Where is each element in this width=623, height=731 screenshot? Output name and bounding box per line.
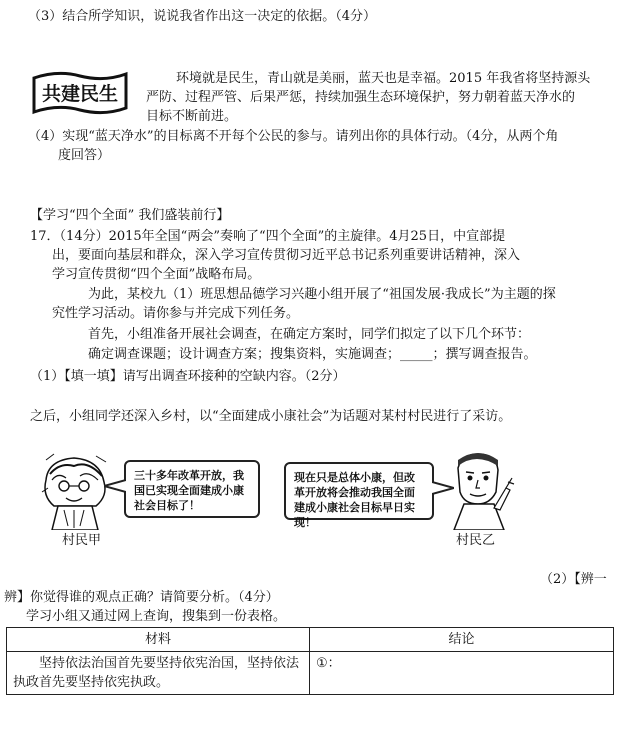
- table-intro: 学习小组又通过网上查询，搜集到一份表格。: [26, 609, 287, 624]
- question-4-line-2: 度回答）: [58, 148, 111, 163]
- env-paragraph-line-1: 环境就是民生，青山就是美丽，蓝天也是幸福。2015 年我省将坚持源头: [176, 71, 591, 86]
- question-17-line-4: 为此，某校九（1）班思想品德学习兴趣小组开展了“祖国发展·我成长”为主题的探: [88, 287, 556, 302]
- question-17-line-5: 究性学习活动。请你参与并完成下列任务。: [52, 306, 300, 321]
- question-17-sub-1: （1）【填一填】请写出调查环接种的空缺内容。（2分）: [30, 369, 346, 384]
- table-cell-conclusion: ①：: [310, 652, 614, 695]
- villager-b-speech-bubble: 现在只是总体小康，但改革开放将会推动我国全面建成小康社会目标早日实现！: [284, 462, 434, 520]
- question-4-line-1: （4）实现“蓝天净水”的目标离不开每个公民的参与。请列出你的具体行动。（4分，从两个角: [28, 129, 559, 144]
- table-cell-material: 坚持依法治国首先要坚持依宪治国，坚持依法执政首先要坚持依宪执政。: [7, 652, 310, 695]
- villager-a-label: 村民甲: [62, 533, 102, 548]
- section-title: 【学习“四个全面” 我们盛装前行】: [30, 208, 230, 223]
- villager-a-illustration: [40, 452, 112, 530]
- question-17-sub-2-b: 辨】你觉得谁的观点正确？请简要分析。（4分）: [4, 590, 279, 605]
- gongjian-minsheng-badge: [28, 68, 132, 118]
- question-17-sub-2-a: （2）【辨一: [540, 572, 607, 587]
- table-header-row: [7, 628, 614, 652]
- table-row: [7, 652, 614, 695]
- question-17-line-2: 出，要面向基层和群众，深入学习宣传贯彻习近平总书记系列重要讲话精神，深入: [52, 248, 521, 263]
- question-3: （3）结合所学知识，说说我省作出这一决定的依据。（4分）: [28, 9, 377, 24]
- question-17-line-1: 17．（14分）2015年全国“两会”奏响了“四个全面”的主旋律。4月25日，中宣部提: [30, 229, 506, 244]
- badge-text: 共建民生: [41, 83, 119, 105]
- villager-b-label: 村民乙: [456, 533, 496, 548]
- speech-tail-a: [104, 478, 126, 494]
- villager-a-speech-bubble: 三十多年改革开放，我国已实现全面建成小康社会目标了！: [124, 460, 260, 518]
- question-17-after: 之后，小组同学还深入乡村，以“全面建成小康社会”为话题对某村村民进行了采访。: [30, 409, 512, 424]
- villager-b-illustration: [444, 448, 516, 530]
- env-paragraph-line-2: 严防、过程严管、后果严惩，持续加强生态环境保护，努力朝着蓝天净水的: [146, 90, 576, 105]
- env-paragraph-line-3: 目标不断前进。: [146, 109, 238, 124]
- table-header-material: 材料: [7, 628, 310, 652]
- question-17-line-6: 首先，小组准备开展社会调查，在确定方案时，同学们拟定了以下几个环节：: [88, 327, 531, 342]
- material-conclusion-table: [6, 627, 614, 695]
- question-17-line-3: 学习宣传贯彻“四个全面”战略布局。: [52, 267, 261, 282]
- question-17-line-7: 确定调查课题；设计调查方案；搜集资料，实施调查；_____；撰写调查报告。: [88, 347, 537, 362]
- table-header-conclusion: 结论: [310, 628, 614, 652]
